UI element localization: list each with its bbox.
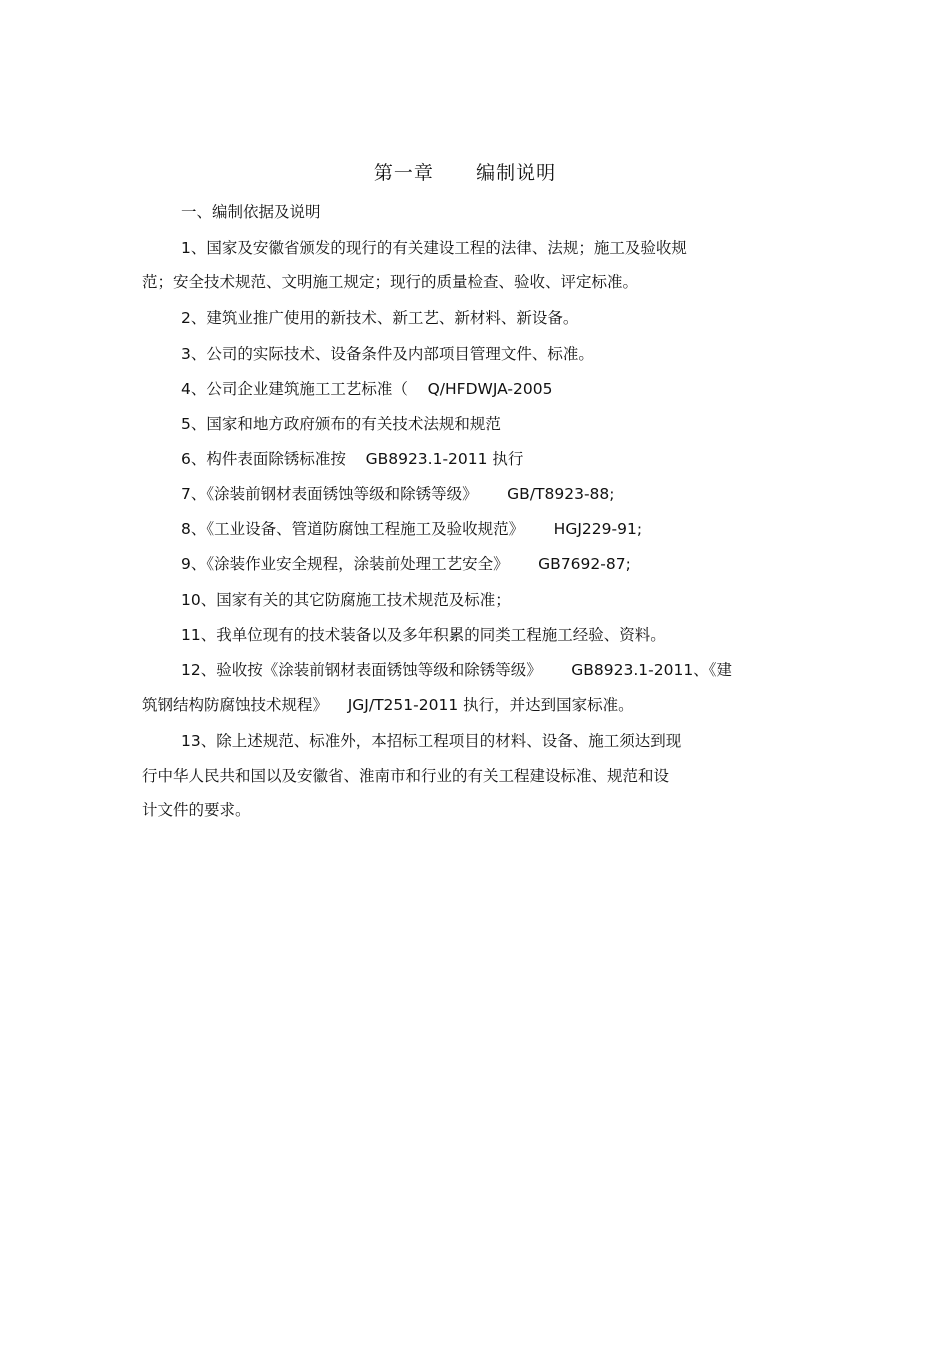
item-11: 11、我单位现有的技术装备以及多年积累的同类工程施工经验、资料。 xyxy=(181,626,666,644)
item-9: 9、《涂装作业安全规程，涂装前处理工艺安全》 GB7692-87; xyxy=(181,555,631,573)
item-13-line-1: 13、除上述规范、标准外，本招标工程项目的材料、设备、施工须达到现 xyxy=(181,732,682,750)
item-12-line-1: 12、验收按《涂装前钢材表面锈蚀等级和除锈等级》 GB8923.1-2011、《建 xyxy=(181,661,732,679)
item-1-line-1: 1、国家及安徽省颁发的现行的有关建设工程的法律、法规；施工及验收规 xyxy=(181,239,687,257)
item-1-line-2: 范；安全技术规范、文明施工规定；现行的质量检查、验收、评定标准。 xyxy=(142,273,639,291)
item-12-line-2: 筑钢结构防腐蚀技术规程》 JGJ/T251-2011 执行，并达到国家标准。 xyxy=(142,696,634,714)
item-13-line-3: 计文件的要求。 xyxy=(142,801,251,819)
chapter-title: 第一章 编制说明 xyxy=(373,162,557,184)
item-3: 3、公司的实际技术、设备条件及内部项目管理文件、标准。 xyxy=(181,345,594,363)
item-8: 8、《工业设备、管道防腐蚀工程施工及验收规范》 HGJ229-91; xyxy=(181,520,643,538)
item-5: 5、国家和地方政府颁布的有关技术法规和规范 xyxy=(181,415,501,433)
section-heading: 一、编制依据及说明 xyxy=(181,203,321,221)
item-2: 2、建筑业推广使用的新技术、新工艺、新材料、新设备。 xyxy=(181,309,579,327)
item-10: 10、国家有关的其它防腐施工技术规范及标准； xyxy=(181,591,511,609)
item-13-line-2: 行中华人民共和国以及安徽省、淮南市和行业的有关工程建设标准、规范和设 xyxy=(142,767,670,785)
item-7: 7、《涂装前钢材表面锈蚀等级和除锈等级》 GB/T8923-88; xyxy=(181,485,615,503)
item-4: 4、公司企业建筑施工工艺标准（ Q/HFDWJA-2005 xyxy=(181,380,553,398)
item-6: 6、构件表面除锈标准按 GB8923.1-2011 执行 xyxy=(181,450,524,468)
